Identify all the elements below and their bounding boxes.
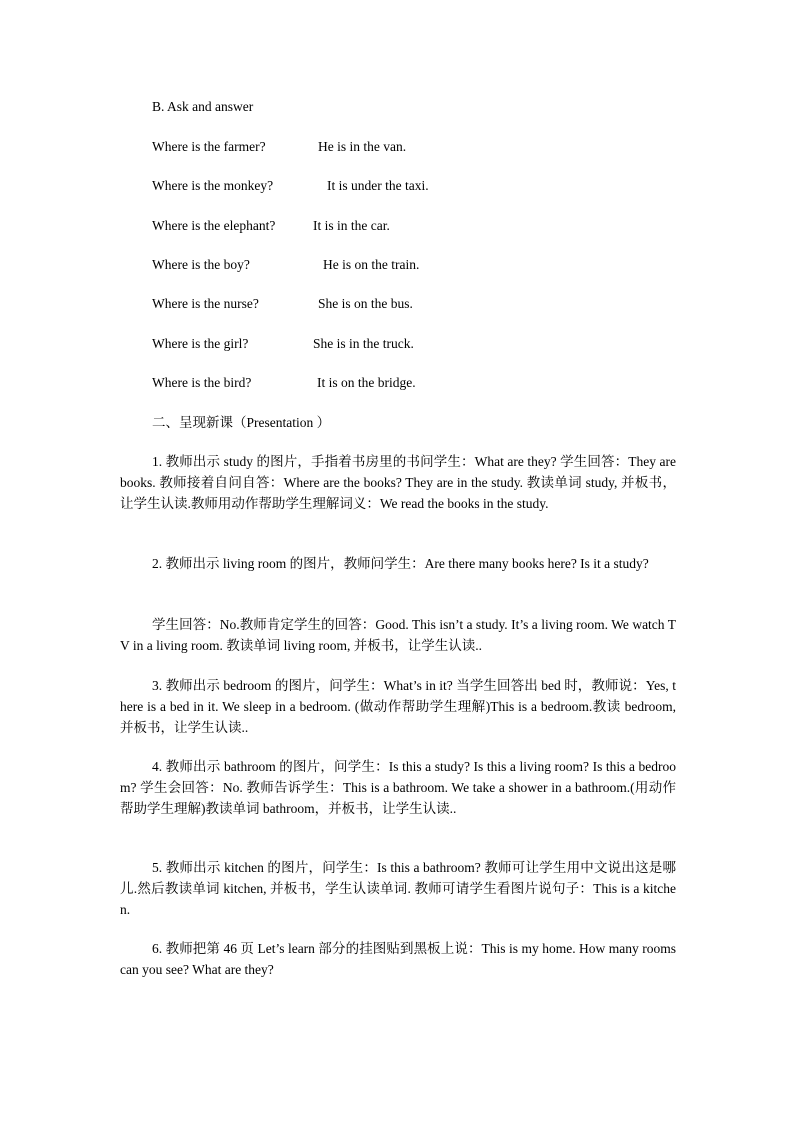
qa-row-elephant <box>152 217 552 235</box>
answer: It is on the bridge. <box>317 375 416 390</box>
answer: He is on the train. <box>323 257 420 272</box>
qa-row-monkey <box>152 177 552 195</box>
paragraph-study: 1. 教师出示 study 的图片，手指着书房里的书问学生：What are they? 学生回答：They are books. 教师接着自问自答：Where are the books? They are in the study. 教读单词 study, 并板书，让学生认读.教师用动作帮助学生理解词义：We read the books in the study. <box>120 454 676 511</box>
paragraph-living-room-answer: 学生回答：No.教师肯定学生的回答：Good. This isn’t a study. It’s a living room. We watch TV in a living room. 教读单词 living room, 并板书，让学生认读.. <box>120 617 676 653</box>
qa-row-boy <box>152 256 552 274</box>
paragraph-bathroom: 4. 教师出示 bathroom 的图片，问学生：Is this a study? Is this a living room? Is this a bedroom? 学生会回答：No. 教师告诉学生：This is a bathroom. We take a shower in a bathroom.(用动作帮助学生理解)教读单词 bathroom，并板书，让学生认读.. <box>120 759 676 816</box>
paragraph-home: 6. 教师把第 46 页 Let’s learn 部分的挂图贴到黑板上说：This is my home. How many rooms can you see? What are they? <box>120 941 676 977</box>
qa-row-bird <box>152 374 552 392</box>
paragraph-living-room: 2. 教师出示 living room 的图片，教师问学生：Are there many books here? Is it a study? <box>152 556 649 571</box>
answer: He is in the van. <box>318 139 407 154</box>
answer: It is under the taxi. <box>327 178 429 193</box>
section-title-presentation: 二、呈现新课（Presentation ） <box>152 415 331 430</box>
answer: She is on the bus. <box>318 296 413 311</box>
qa-row-farmer <box>152 138 552 156</box>
qa-row-girl <box>152 335 552 353</box>
question: Where is the boy? <box>152 257 250 272</box>
section-b-heading: B. Ask and answer <box>152 99 254 114</box>
question: Where is the girl? <box>152 336 249 351</box>
paragraph-kitchen: 5. 教师出示 kitchen 的图片，问学生：Is this a bathroom? 教师可让学生用中文说出这是哪儿.然后教读单词 kitchen, 并板书，学生认读单词. 教师可请学生看图片说句子：This is a kitchen. <box>120 860 676 917</box>
paragraph-bedroom: 3. 教师出示 bedroom 的图片，问学生：What’s in it? 当学生回答出 bed 时，教师说：Yes, there is a bed in it. We sleep in a bedroom. (做动作帮助学生理解)This is a bedroom.教读 bedroom, 并板书，让学生认读.. <box>120 678 676 735</box>
qa-row-nurse <box>152 295 552 313</box>
question: Where is the nurse? <box>152 296 259 311</box>
question: Where is the farmer? <box>152 139 266 154</box>
answer: It is in the car. <box>313 218 390 233</box>
answer: She is in the truck. <box>313 336 414 351</box>
question: Where is the bird? <box>152 375 252 390</box>
question: Where is the monkey? <box>152 178 274 193</box>
question: Where is the elephant? <box>152 218 276 233</box>
